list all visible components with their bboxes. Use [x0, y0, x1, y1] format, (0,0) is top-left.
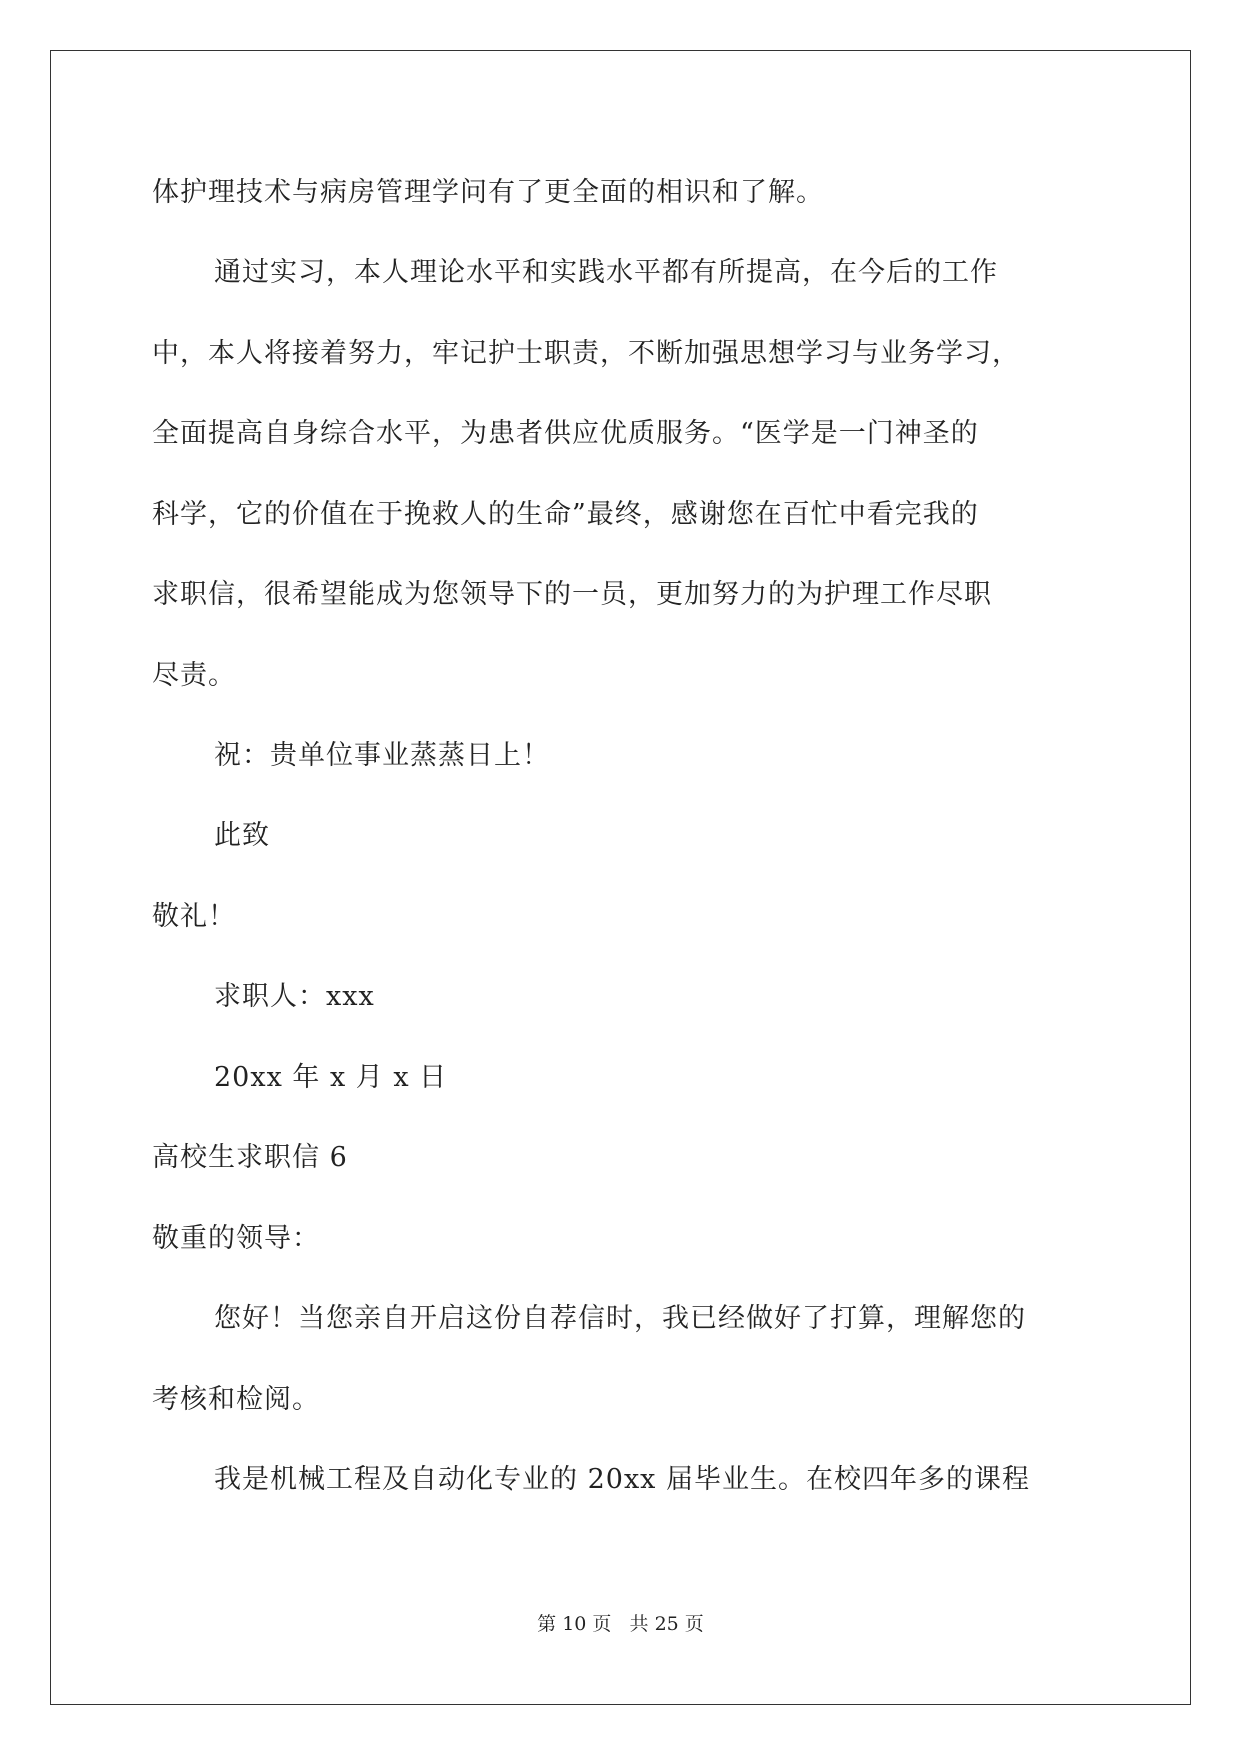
section-heading: 高校生求职信 6 [152, 1142, 348, 1173]
text-line: 祝：贵单位事业蒸蒸日上！ [214, 740, 550, 771]
text-line: 求职信，很希望能成为您领导下的一员，更加努力的为护理工作尽职 [152, 579, 992, 610]
text-line: 您好！当您亲自开启这份自荐信时，我已经做好了打算，理解您的 [214, 1303, 1026, 1334]
text-line: 考核和检阅。 [152, 1384, 320, 1415]
text-line: 全面提高自身综合水平，为患者供应优质服务。“医学是一门神圣的 [152, 418, 979, 449]
text-line: 20xx 年 x 月 x 日 [214, 1062, 448, 1093]
text-line: 敬礼！ [152, 901, 236, 932]
text-line: 我是机械工程及自动化专业的 20xx 届毕业生。在校四年多的课程 [214, 1464, 1030, 1495]
page-number-label: 第 10 页 共 25 页 [537, 1613, 704, 1635]
text-line: 体护理技术与病房管理学问有了更全面的相识和了解。 [152, 177, 824, 208]
text-line: 科学，它的价值在于挽救人的生命”最终，感谢您在百忙中看完我的 [152, 499, 979, 530]
text-line: 中，本人将接着努力，牢记护士职责，不断加强思想学习与业务学习， [152, 338, 1020, 369]
salutation: 敬重的领导： [152, 1223, 320, 1254]
page-border [50, 50, 1191, 1705]
page-footer [0, 1612, 1241, 1636]
text-line: 通过实习，本人理论水平和实践水平都有所提高，在今后的工作 [214, 257, 998, 288]
text-line: 尽责。 [152, 660, 236, 691]
text-line: 此致 [214, 820, 270, 851]
text-line: 求职人：xxx [214, 981, 375, 1012]
